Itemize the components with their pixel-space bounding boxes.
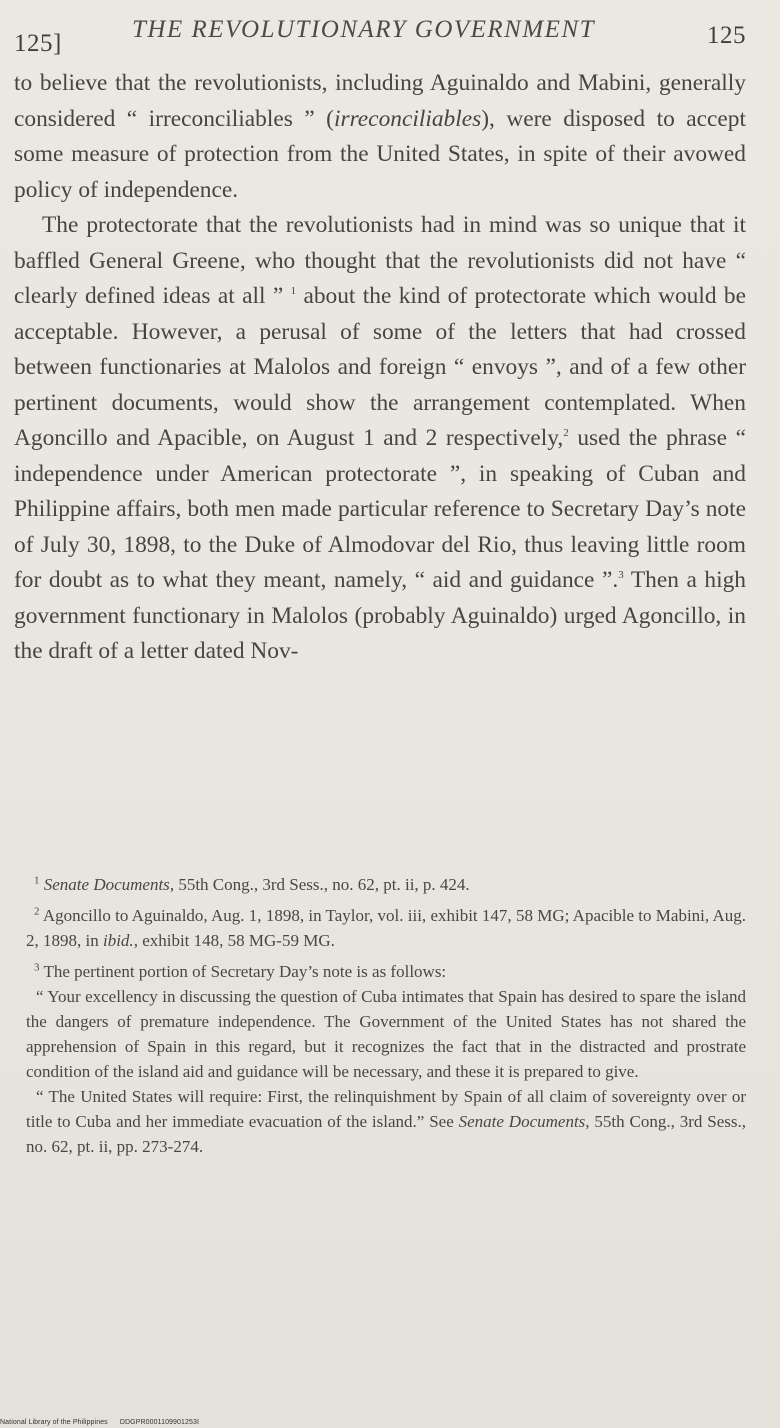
running-header	[14, 14, 746, 57]
footnote-ref-2: 2	[563, 427, 569, 440]
paragraph-2: The protectorate that the revolutionists had in mind was so unique that it baffled General Greene, who thought that the revolutionists did not have “ clearly defined ideas at all ” $^1$ about the kind of protectorate which would be acceptable. However, a perusal of some of the letters that had crossed between functionaries at Malolos and foreign “ envoys ”, and of a few other pertinent documents, would show the arrangement contemplated. When Agoncillo and Apacible, on August 1 and 2 respectively,$^2$ used the phrase “ independence under American protectorate ”, in speaking of Cuban and Philippine affairs, both men made particular reference to Secretary Day’s note of July 30, 1898, to the Duke of Almodovar del Rio, thus leaving little room for doubt as to what they meant, namely, “ aid and guidance ”.$^3$ Then a high government functionary in Malolos (probably Aguinaldo) urged Agoncillo, in the draft of a letter dated Nov-	[14, 212, 746, 664]
library-name: National Library of the Philippines	[0, 1419, 108, 1426]
left-page-number: 125]	[14, 30, 62, 57]
scan-code: DDGPR0001109901253I	[119, 1419, 200, 1426]
running-title: THE REVOLUTIONARY GOVERNMENT	[132, 16, 596, 43]
footnote-ref-3: 3	[618, 569, 624, 582]
footnote-1: $^1$ Senate Documents, 55th Cong., 3rd Sess., no. 62, pt. ii, p. 424.	[34, 874, 470, 894]
right-page-number: 125	[707, 22, 746, 49]
paragraph-1: to believe that the revolutionists, including Aguinaldo and Mabini, generally considered “ irreconciliables ” (irreconciliables), were disposed to accept some measure of protection from the United States, in spite of their avowed policy of independence.	[14, 70, 746, 203]
footnote-3-quote-1: “ Your excellency in discussing the question of Cuba intimates that Spain has desired to spare the island the dangers of premature independence. The Government of the United States has not shared the apprehension of Spain in this regard, but it recognizes the fact that in the distracted and prostrate condition of the island aid and guidance will be necessary, and these it is prepared to give.	[26, 987, 746, 1081]
footnote-2: $^2$ Agoncillo to Aguinaldo, Aug. 1, 1898, in Taylor, vol. iii, exhibit 147, 58 MG; Apacible to Mabini, Aug. 2, 1898, in ibid., exhibit 148, 58 MG-59 MG.	[26, 905, 747, 950]
footnote-3: $^3$ The pertinent portion of Secretary Day’s note is as follows:	[34, 961, 447, 981]
scan-footer	[0, 1419, 209, 1426]
footnotes	[26, 872, 746, 1159]
footnote-ref-1: 1	[290, 285, 297, 298]
body-text	[14, 66, 746, 670]
footnote-3-quote-2: “ The United States will require: First, the relinquishment by Spain of all claim of sovereignty over or title to Cuba and her immediate evacuation of the island.” See Senate Documents, 55th Cong., 3rd Sess., no. 62, pt. ii, pp. 273-274.	[26, 1087, 746, 1156]
